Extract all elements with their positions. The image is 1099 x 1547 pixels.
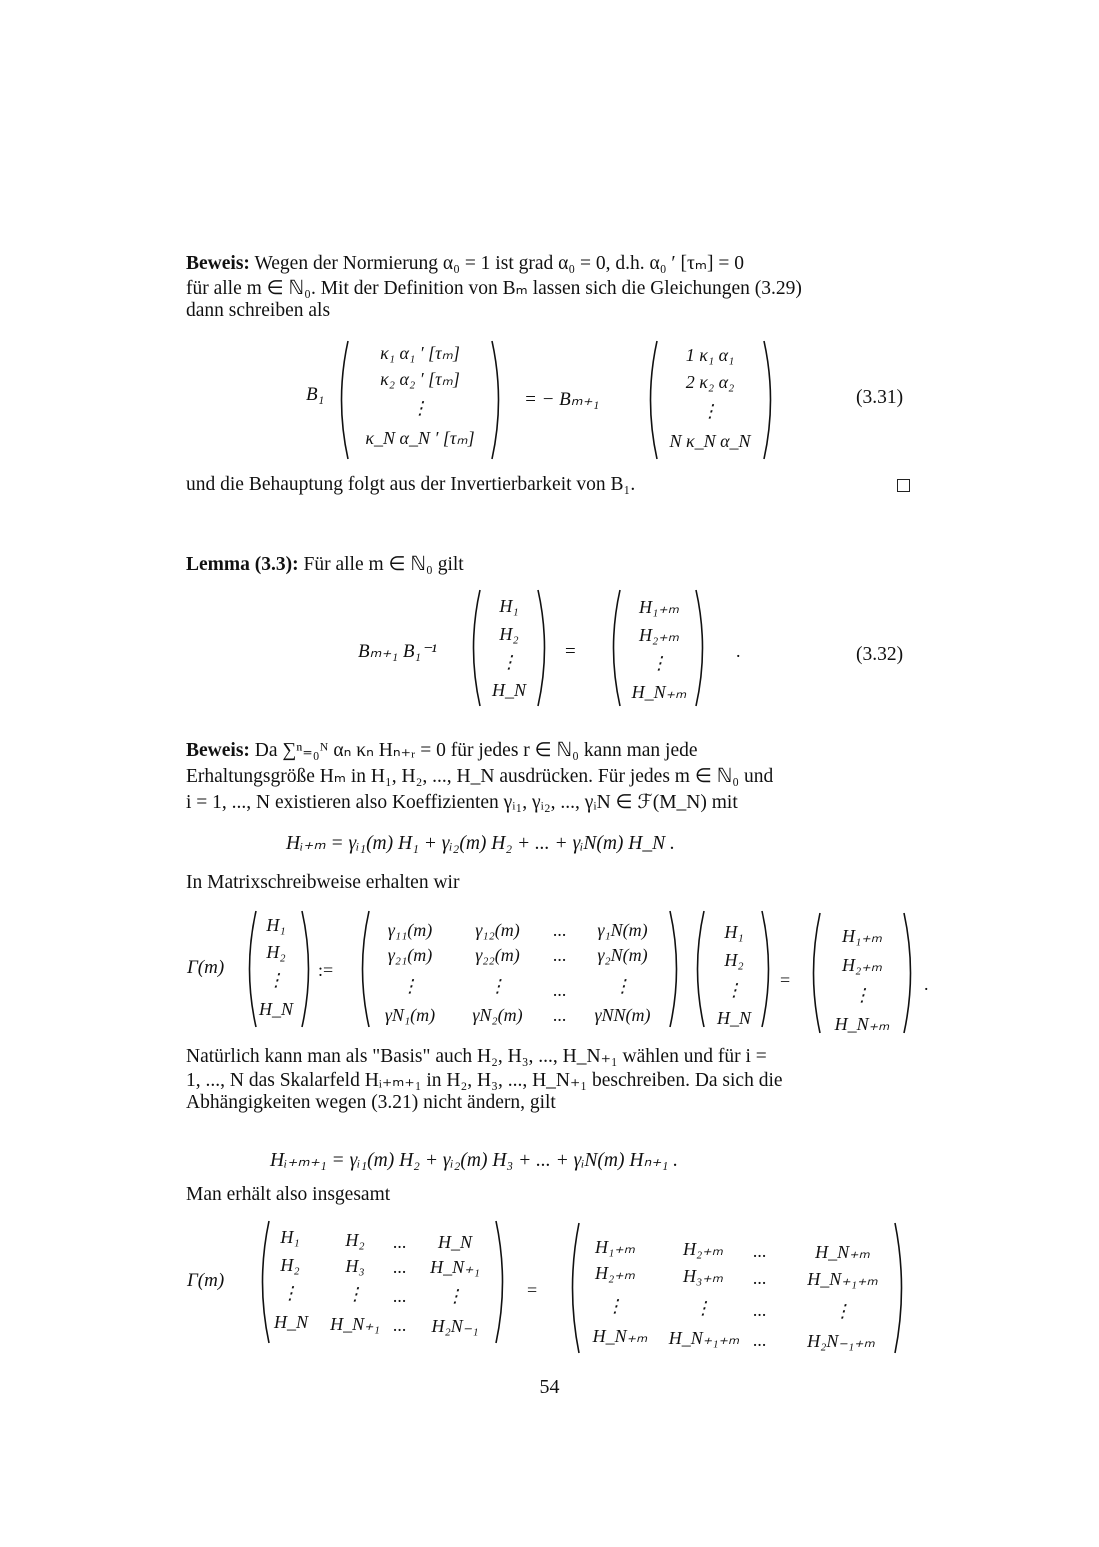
hankel-right-cell: H₂N₋₁₊ₘ xyxy=(807,1331,875,1351)
gamma-cell: γ₁N(m) xyxy=(597,920,648,940)
gamma-cell: γ₂₁(m) xyxy=(387,945,433,965)
hankel-right-cell: ⋮ xyxy=(694,1298,712,1318)
gamma-symbol-2: Γ(m) xyxy=(187,1270,225,1291)
gamma-cell: ⋮ xyxy=(401,976,419,996)
hankel-left-cell: ⋮ xyxy=(446,1286,464,1306)
vecH-entry-3: ⋮ xyxy=(267,970,285,990)
lemma-label: Lemma (3.3): xyxy=(186,554,299,575)
proof2-line8: Man erhält also insgesamt xyxy=(186,1184,391,1205)
proof2-line2: Erhaltungsgröße Hₘ in H₁, H₂, ..., H_N ausdrücken. Für jedes m ∈ ℕ₀ und xyxy=(186,766,774,787)
hankel-right-cell: H₂₊ₘ xyxy=(683,1239,723,1259)
qed-box xyxy=(897,479,910,492)
gamma-cell: ⋮ xyxy=(488,976,507,996)
proof1-label: Beweis: xyxy=(186,253,250,274)
gamma-symbol: Γ(m) xyxy=(187,957,225,978)
eq332-lhs-entry-4: H_N xyxy=(491,680,526,700)
proof1-conclusion: und die Behauptung folgt aus der Invertierbarkeit von B₁. xyxy=(186,474,636,495)
hankel-left-cell: ... xyxy=(393,1315,407,1335)
eq332-lhs-right-paren xyxy=(536,589,552,707)
vecHm-entry-1: H₁₊ₘ xyxy=(842,926,882,946)
hankel-right-cell: H_N₊₁₊ₘ xyxy=(807,1269,878,1289)
vecHm-entry-2: H₂₊ₘ xyxy=(842,955,882,975)
hankel-left-cell: H₂N₋₁ xyxy=(431,1316,479,1336)
defeq-sign: := xyxy=(318,960,334,980)
vecH-right-paren xyxy=(300,910,316,1028)
proof1-line3: dann schreiben als xyxy=(186,300,331,321)
hankel-left-cell: H_N xyxy=(273,1312,308,1332)
eq331-rhs-entry-2: 2 κ₂ α₂ xyxy=(685,372,735,392)
eq332-lhs-entry-3: ⋮ xyxy=(500,652,518,672)
eq332-lhs-entry-1: H₁ xyxy=(499,596,519,616)
hankel-left-cell: H_N₊₁ xyxy=(430,1257,480,1277)
proof2-equation-a: Hᵢ₊ₘ = γᵢ₁(m) H₁ + γᵢ₂(m) H₂ + ... + γᵢN(m) H_N . xyxy=(286,833,675,854)
hankel-left-cell: H₁ xyxy=(280,1227,300,1247)
eq331-lhs-left-paren xyxy=(334,340,350,460)
hankel-right-left-paren xyxy=(565,1222,581,1354)
vecH2-entry-3: ⋮ xyxy=(725,980,743,1000)
vecH-entry-4: H_N xyxy=(258,999,293,1019)
lemma-statement: Für alle m ∈ ℕ₀ gilt xyxy=(303,554,464,575)
eq332-lhs-factor: Bₘ₊₁ B₁⁻¹ xyxy=(358,641,437,662)
vecH2-right-paren xyxy=(760,910,776,1028)
hankel-right-cell: H_N₊₁₊ₘ xyxy=(668,1328,740,1348)
proof2-line6: 1, ..., N das Skalarfeld Hᵢ₊ₘ₊₁ in H₂, H₃, ..., H_N₊₁ beschreiben. Da sich die xyxy=(186,1070,783,1091)
eq332-middle: = xyxy=(565,641,576,662)
proof2-line1 xyxy=(186,738,698,762)
vecH2-left-paren xyxy=(690,910,706,1028)
proof1-line1 xyxy=(186,251,744,275)
eq332-rhs-entry-3: ⋮ xyxy=(650,653,668,673)
eq331-number: (3.31) xyxy=(856,387,904,408)
gamma-cell: ... xyxy=(553,980,567,1000)
eq332-lhs-left-paren xyxy=(466,589,482,707)
vecHm-left-paren xyxy=(806,912,822,1034)
proof1-line2: für alle m ∈ ℕ₀. Mit der Definition von Bₘ lassen sich die Gleichungen (3.29) xyxy=(186,278,802,299)
eq331-rhs-entry-1: 1 κ₁ α₁ xyxy=(685,345,735,365)
page-number: 54 xyxy=(539,1376,560,1398)
gamma-cell: γ₁₂(m) xyxy=(475,920,520,940)
hankel-left-cell: H₂ xyxy=(345,1230,365,1250)
gamma-cell: ... xyxy=(553,1005,567,1025)
hankel-left-cell: H₃ xyxy=(345,1256,365,1276)
eq331-rhs-entry-4: N κ_N α_N xyxy=(669,431,751,451)
vecH2-entry-1: H₁ xyxy=(724,922,744,942)
gamma-cell: γNN(m) xyxy=(594,1005,651,1025)
hankel-left-right-paren xyxy=(494,1220,510,1344)
vecHm-entry-3: ⋮ xyxy=(853,985,871,1005)
proof2-label: Beweis: xyxy=(186,740,250,761)
eq331-lhs-right-paren xyxy=(490,340,506,460)
eq331-rhs-left-paren xyxy=(643,340,659,460)
hankel-right-cell: ... xyxy=(753,1330,767,1350)
proof1-text1: Wegen der Normierung α₀ = 1 ist grad α₀ = 0, d.h. α₀ ′ [τₘ] = 0 xyxy=(254,253,745,274)
proof2-text1: Da ∑ⁿ₌₀ᴺ αₙ κₙ Hₙ₊ᵣ = 0 für jedes r ∈ ℕ₀ kann man jede xyxy=(254,740,698,761)
hankel-right-cell: H₂₊ₘ xyxy=(595,1263,635,1283)
hankel-right-cell: ⋮ xyxy=(833,1301,852,1321)
gamma-cell: γ₁₁(m) xyxy=(387,920,433,940)
eq331-lhs-entry-1: κ₁ α₁ ′ [τₘ] xyxy=(380,343,460,363)
gamma-cell: ... xyxy=(553,920,567,940)
hankel-right-right-paren xyxy=(893,1222,909,1354)
vecH-entry-2: H₂ xyxy=(266,942,286,962)
eq331-middle: = − Bₘ₊₁ xyxy=(524,389,600,410)
eq331-rhs-right-paren xyxy=(762,340,778,460)
hankel-left-cell: ... xyxy=(393,1257,407,1277)
vecHm-right-paren xyxy=(902,912,918,1034)
proof2-line5: Natürlich kann man als "Basis" auch H₂, H₃, ..., H_N₊₁ wählen und für i = xyxy=(186,1046,767,1067)
gamma-cell: ⋮ xyxy=(613,976,632,996)
eq332-rhs-entry-4: H_N₊ₘ xyxy=(631,682,687,702)
eq332-rhs-right-paren xyxy=(694,589,710,707)
hankel-left-cell: H_N₊₁ xyxy=(330,1314,380,1334)
lemma-line xyxy=(186,552,464,576)
eq331-rhs-entry-3: ⋮ xyxy=(701,401,719,421)
eq331-lhs-factor: B₁ xyxy=(306,384,325,405)
gamma-matrix-right-paren xyxy=(668,910,684,1028)
gamma-cell: ... xyxy=(553,945,567,965)
hankel-left-cell: ... xyxy=(393,1286,407,1306)
hankel-left-cell: ⋮ xyxy=(346,1284,364,1304)
hankel-right-cell: ... xyxy=(753,1300,767,1320)
eq331-lhs-entry-3: ⋮ xyxy=(411,398,429,418)
vecH-entry-1: H₁ xyxy=(266,915,286,935)
proof2-line4: In Matrixschreibweise erhalten wir xyxy=(186,872,460,893)
hankel-right-cell: ⋮ xyxy=(606,1296,624,1316)
hankel-right-cell: ... xyxy=(753,1268,767,1288)
hankel-right-cell: H_N₊ₘ xyxy=(592,1326,648,1346)
gamma-cell: γN₁(m) xyxy=(384,1005,436,1025)
hankel-right-cell: ... xyxy=(753,1241,767,1261)
eq332-tail: . xyxy=(736,641,741,661)
vecH2-entry-2: H₂ xyxy=(724,950,744,970)
hankel-left-cell: H₂ xyxy=(280,1255,300,1275)
gamma-cell: γ₂N(m) xyxy=(597,945,648,965)
proof2-equation-b: Hᵢ₊ₘ₊₁ = γᵢ₁(m) H₂ + γᵢ₂(m) H₃ + ... + γᵢN(m) Hₙ₊₁ . xyxy=(270,1150,679,1171)
proof2-line3: i = 1, ..., N existieren also Koeffizienten γᵢ₁, γᵢ₂, ..., γᵢN ∈ ℱ(M_N) mit xyxy=(186,792,738,813)
eq332-lhs-entry-2: H₂ xyxy=(499,624,519,644)
hankel-eq-sign: = xyxy=(527,1280,538,1300)
gamma-eq-tail: . xyxy=(924,974,929,994)
eq332-rhs-entry-2: H₂₊ₘ xyxy=(639,625,679,645)
gamma-cell: γ₂₂(m) xyxy=(475,945,520,965)
gamma-cell: γN₂(m) xyxy=(472,1005,523,1025)
eq331-lhs-entry-4: κ_N α_N ′ [τₘ] xyxy=(365,428,475,448)
hankel-left-cell: ⋮ xyxy=(281,1283,299,1303)
hankel-left-cell: H_N xyxy=(437,1232,472,1252)
vecH2-entry-4: H_N xyxy=(716,1008,751,1028)
eq332-number: (3.32) xyxy=(856,644,904,665)
gamma-matrix-left-paren xyxy=(355,910,371,1028)
vecHm-entry-4: H_N₊ₘ xyxy=(834,1014,890,1034)
proof2-line7: Abhängigkeiten wegen (3.21) nicht ändern, gilt xyxy=(186,1092,556,1113)
hankel-left-cell: ... xyxy=(393,1232,407,1252)
gamma-eq-sign: = xyxy=(780,970,791,990)
eq332-rhs-entry-1: H₁₊ₘ xyxy=(639,597,679,617)
hankel-right-cell: H₃₊ₘ xyxy=(683,1266,723,1286)
eq331-lhs-entry-2: κ₂ α₂ ′ [τₘ] xyxy=(380,369,460,389)
hankel-right-cell: H₁₊ₘ xyxy=(595,1237,635,1257)
hankel-right-cell: H_N₊ₘ xyxy=(815,1242,870,1262)
